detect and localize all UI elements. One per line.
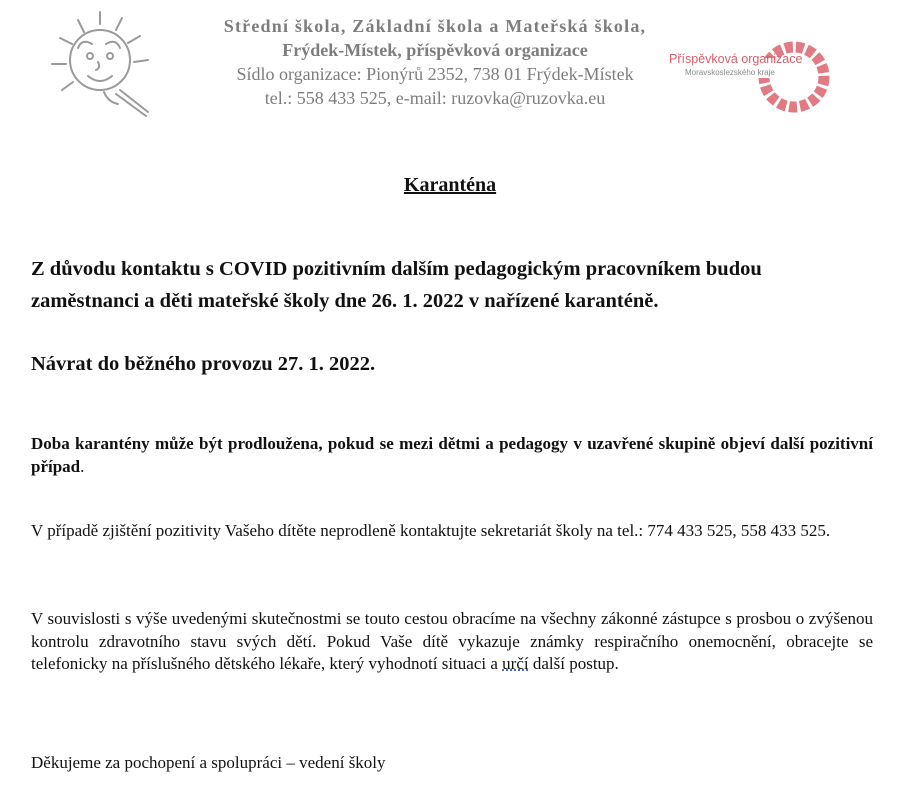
document-title: Karanténa <box>403 174 497 196</box>
health-text-end: další postup. <box>528 654 619 673</box>
spellcheck-word: určí <box>502 654 529 673</box>
return-date-message: Návrat do běžného provozu 27. 1. 2022. <box>31 353 376 375</box>
school-name: Střední škola, Základní škola a Mateřská škola, <box>223 16 647 36</box>
region-org-logo <box>665 40 825 115</box>
extension-period: . <box>80 456 85 476</box>
school-sun-logo <box>48 8 158 120</box>
closing-line: Děkujeme za pochopení a spolupráci – vedení školy <box>31 753 386 772</box>
school-address: Sídlo organizace: Pionýrů 2352, 738 01 Frýdek-Místek <box>236 64 634 84</box>
school-header <box>190 14 680 110</box>
school-location: Frýdek-Místek, příspěvková organizace <box>282 40 588 60</box>
extension-paragraph <box>31 433 873 478</box>
org-logo-subtitle: Moravskoslezského kraje <box>685 68 775 77</box>
extension-text: Doba karantény může být prodloužena, pokud se mezi dětmi a pedagogy v uzavřené skupině objeví další pozitivní případ <box>31 434 873 476</box>
org-logo-title: Příspěvková organizace <box>669 52 803 66</box>
health-paragraph <box>31 608 873 676</box>
quarantine-announcement: Z důvodu kontaktu s COVID pozitivním dalším pedagogickým pracovníkem budou zaměstnanci a děti mateřské školy dne 26. 1. 2022 v nařízené karanténě. <box>31 258 762 312</box>
school-contact: tel.: 558 433 525, e-mail: ruzovka@ruzovka.eu <box>264 88 606 108</box>
health-text: V souvislosti s výše uvedenými skutečnostmi se touto cestou obracíme na všechny zákonné zástupce s prosbou o zvýšenou kontrolu zdravotního stavu svých dětí. Pokud Vaše dítě vykazuje známky respiračního onemocnění, obracejte se telefonicky na příslušného dětského lékaře, který vyhodnotí situaci a <box>31 609 873 673</box>
contact-paragraph: V případě zjištění pozitivity Vašeho dítěte neprodleně kontaktujte sekretariát školy na tel.: 774 433 525, 558 433 525. <box>31 521 831 540</box>
